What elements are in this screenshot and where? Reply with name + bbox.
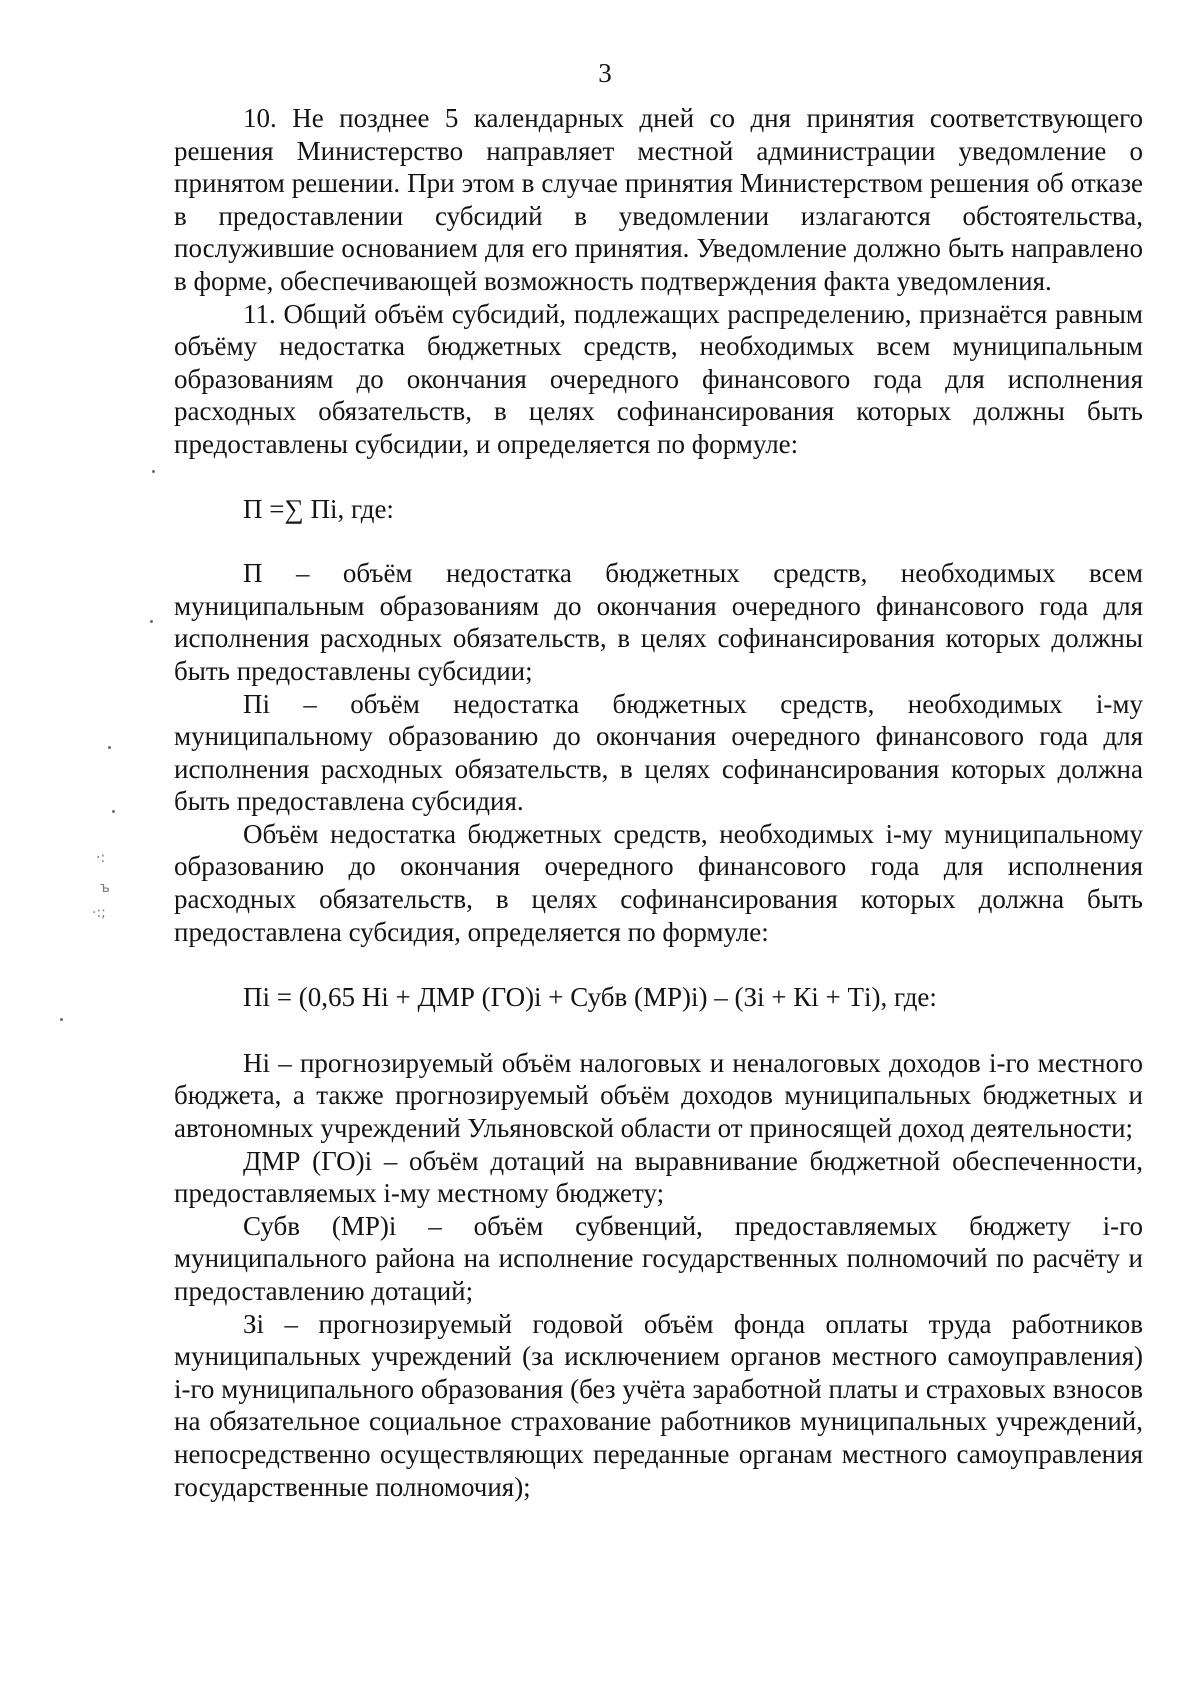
- scan-speck: [150, 620, 153, 623]
- definition-pi: Пi – объём недостатка бюджетных средств, необходимых i-му муниципальному образованию до окончания очередного финансового года для исполнения расходных обязательств, в целях софинансирования которых должна быть предоставлена субсидия.: [174, 688, 1143, 817]
- paragraph-11: 11. Общий объём субсидий, подлежащих распределению, признаётся равным объёму недостатка бюджетных средств, необходимых всем муниципальным образованиям до окончания очередного финансового года для исполнения расходных обязательств, в целях софинансирования которых должны быть предоставлены субсидии, и определяется по формуле:: [174, 298, 1143, 459]
- scan-speck: [112, 810, 115, 813]
- formula-pi: Пi = (0,65 Нi + ДМР (ГО)i + Субв (МР)i) – (Зi + Кi + Тi), где:: [243, 982, 937, 1013]
- scan-speck: [108, 746, 111, 749]
- spacer: [174, 948, 1143, 981]
- scan-speck: [60, 1018, 63, 1021]
- scan-speck: ·:;: [92, 905, 106, 921]
- spacer: [174, 461, 1143, 493]
- definition-p: П – объём недостатка бюджетных средств, необходимых всем муниципальным образованиям до окончания очередного финансового года для исполнения расходных обязательств, в целях софинансирования которых должны быть предоставлены субсидии;: [174, 558, 1143, 686]
- document-body: [174, 102, 1143, 1503]
- paragraph-pi-formula-intro: Объём недостатка бюджетных средств, необходимых i-му муниципальному образованию до окончания очередного финансового года для исполнения расходных обязательств, в целях софинансирования которых должна быть предоставлена субсидия, определяется по формуле:: [174, 818, 1143, 947]
- definition-subv: Субв (МР)i – объём субвенций, предоставляемых бюджету i-го муниципального района на исполнение государственных полномочий по расчёту и предоставлению дотаций;: [174, 1210, 1143, 1306]
- definition-ni: Нi – прогнозируемый объём налоговых и неналоговых доходов i-го местного бюджета, а также прогнозируемый объём доходов муниципальных бюджетных и автономных учреждений Ульяновской области от приносящей доход деятельности;: [174, 1047, 1143, 1144]
- scan-speck: [152, 470, 155, 473]
- spacer: [174, 1014, 1143, 1047]
- spacer: [174, 525, 1143, 557]
- definition-zi: Зi – прогнозируемый годовой объём фонда оплаты труда работников муниципальных учреждений (за исключением органов местного самоуправления) i-го муниципального образования (без учёта заработной платы и страховых взносов на обязательное социальное страхование работников муниципальных учреждений, непосредственно осуществляющих переданные органам местного самоуправления государственные полномочия);: [174, 1308, 1143, 1502]
- paragraph-10: 10. Не позднее 5 календарных дней со дня принятия соответствующего решения Министерство направляет местной администрации уведомление о принятом решении. При этом в случае принятия Министерством решения об отказе в предоставлении субсидий в уведомлении излагаются обстоятельства, послужившие основанием для его принятия. Уведомление должно быть направлено в форме, обеспечивающей возможность подтверждения факта уведомления.: [174, 103, 1143, 296]
- scan-speck: ъ: [100, 880, 110, 896]
- page-number: 3: [598, 58, 612, 88]
- formula-total: П =∑ Пi, где:: [243, 493, 394, 524]
- scan-speck: ·:: [96, 850, 106, 866]
- definition-dmr: ДМР (ГО)i – объём дотаций на выравнивание бюджетной обеспеченности, предоставляемых i-му местному бюджету;: [174, 1145, 1143, 1209]
